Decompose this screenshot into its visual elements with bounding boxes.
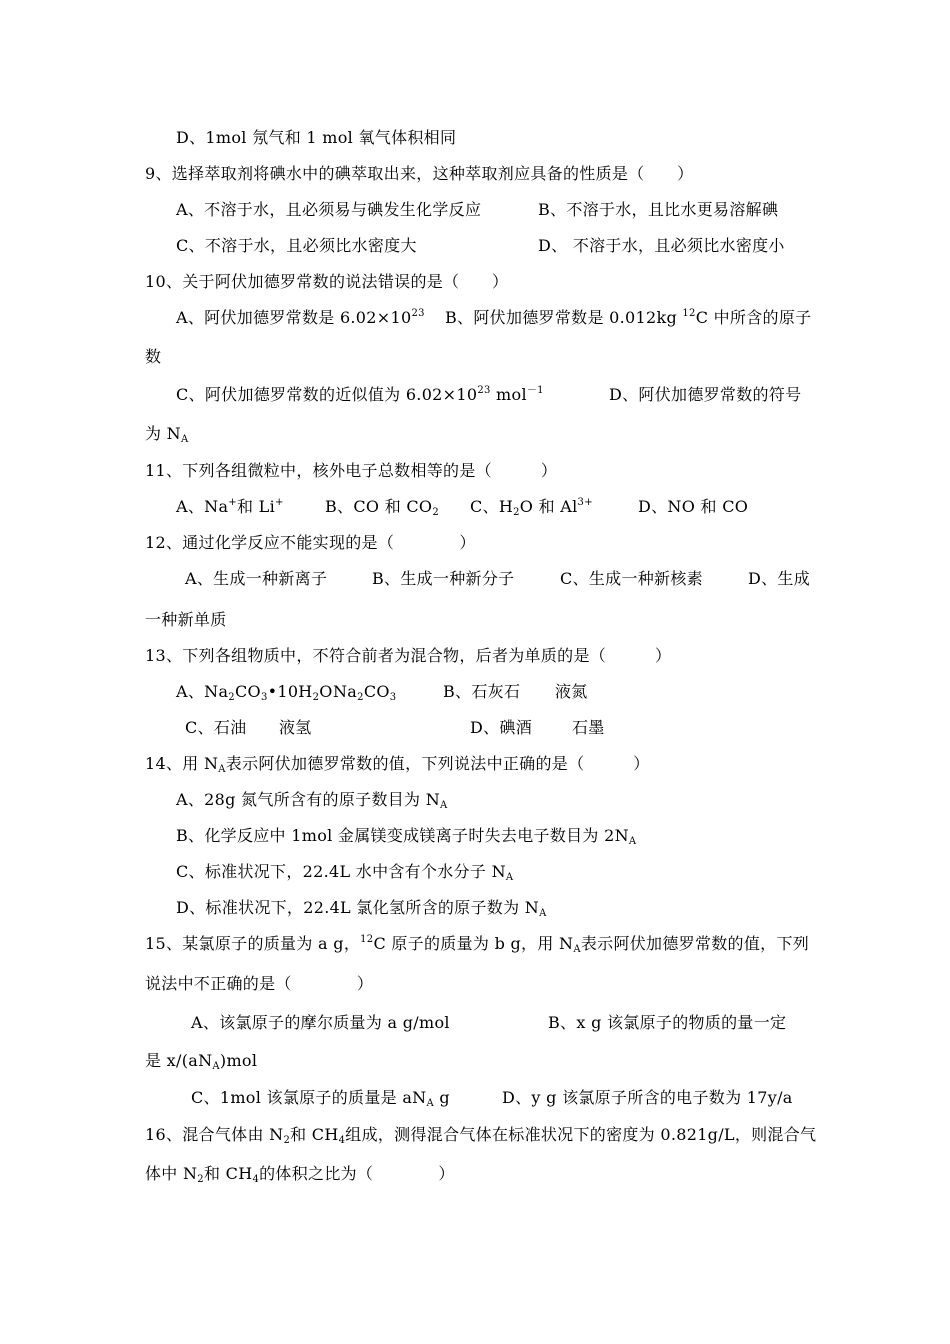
q10-option-c-exponent: 23 [477,385,491,396]
q13-option-a-o: O [319,682,333,701]
q9-option-c [176,235,417,257]
q13-option-a-1 [176,681,333,703]
q15-option-a-text: A、该氯原子的摩尔质量为 a g/mol [191,1013,450,1032]
q13-option-a-sub-1: 2 [228,692,235,703]
q15-stem-text-mid: C 原子的质量为 b g，用 N [373,934,574,953]
q11-stem [145,460,557,482]
q10-option-b [445,307,811,329]
q13-option-a2-na: Na [333,682,358,701]
q15-option-d-text: D、y g 该氯原子所含的电子数为 17y/a [502,1088,793,1107]
q14-option-c [176,861,513,883]
q15-stem-wrap [145,973,373,995]
q14-option-a [176,789,448,811]
q12-option-d-wrap [145,609,227,631]
q9-option-a [176,199,481,221]
q14-option-c-text: C、标准状况下，22.4L 水中含有个水分子 N [176,862,506,881]
q13-option-b-1-text: B、石灰石 [443,682,521,701]
q10-stem-text: 10、关于阿伏加德罗常数的说法错误的是（ ） [145,272,509,291]
q15-stem-subscript: A [573,944,581,955]
q13-stem [145,645,671,667]
q12-option-a [185,568,327,590]
q14-option-b [176,825,636,847]
q11-option-b-text: B、CO 和 CO [325,497,433,516]
q13-option-a-sub-3: 2 [312,692,320,703]
q14-option-b-text: B、化学反应中 1mol 金属镁变成镁离子时失去电子数目为 2N [176,826,629,845]
q8-option-d-text: D、1mol 氖气和 1 mol 氧气体积相同 [176,128,457,147]
q14-stem-text-end: 表示阿伏加德罗常数的值，下列说法中正确的是（ ） [225,754,650,773]
q10-option-b-text-end: C 中所含的原子 [695,308,812,327]
q10-option-a-text: A、阿伏加德罗常数是 6.02×10 [176,308,412,327]
q16-wrap-text-3: 的体积之比为（ ） [259,1164,455,1183]
q10-option-d-subscript: A [181,434,189,445]
q15-option-b-wrap-text: 是 x/(aN [145,1051,213,1070]
q9-option-b [538,199,778,221]
q15-stem-text: 15、某氯原子的质量为 a g， [145,934,361,953]
q16-stem-sub-2: 4 [338,1135,346,1146]
q12-option-b [372,568,514,590]
q10-option-b-wrap-text: 数 [145,347,162,366]
q16-wrap-sub-1: 2 [197,1174,204,1185]
q13-option-c-2-text: 液氢 [279,718,312,737]
q11-option-a-text-mid: 和 Li [236,497,276,516]
q13-option-a-sub-2: 3 [260,692,268,703]
q16-wrap-sub-2: 4 [252,1174,260,1185]
q15-stem-wrap-text: 说法中不正确的是（ ） [145,974,374,993]
q11-option-b-subscript: 2 [432,507,440,518]
q11-option-b [325,496,439,518]
q11-option-a-charge-1: + [228,497,237,508]
q10-option-a [176,307,425,329]
q12-option-a-text: A、生成一种新离子 [185,569,328,588]
q15-option-a [191,1012,450,1034]
q10-stem [145,271,508,293]
q10-option-a-exponent: 23 [411,308,425,319]
q15-option-c-text: C、1mol 该氯原子的质量是 aN [191,1088,427,1107]
q15-option-c [191,1087,450,1109]
q16-stem [145,1124,816,1146]
q11-option-d-text: D、NO 和 CO [638,497,749,516]
q15-stem-text-end: 表示阿伏加德罗常数的值，下列 [580,934,810,953]
q13-option-c-2 [279,717,312,739]
q9-stem-text: 9、选择萃取剂将碘水中的碘萃取出来，这种萃取剂应具备的性质是（ ） [145,164,694,183]
q14-stem-subscript: A [218,764,226,775]
q14-stem [145,753,650,775]
q14-option-d-subscript: A [539,908,547,919]
q15-option-b-wrap-end: )mol [219,1051,258,1070]
q12-stem-text: 12、通过化学反应不能实现的是（ ） [145,533,476,552]
q16-stem-text-2: 和 CH [290,1125,339,1144]
q8-option-d [176,127,456,149]
q10-option-d [609,384,801,406]
q10-option-d-wrap-text: 为 N [145,424,181,443]
q13-option-b-2-text: 液氮 [555,682,588,701]
q16-stem-wrap [145,1163,455,1185]
q9-option-d-text: D、 不溶于水，且必须比水密度小 [538,236,785,255]
q13-option-d-1-text: D、碘酒 [470,718,533,737]
q13-option-a-co: CO [234,682,261,701]
q13-option-a-text: A、Na [176,682,229,701]
q9-option-a-text: A、不溶于水，且必须易与碘发生化学反应 [176,200,482,219]
q13-option-c-1-text: C、石油 [185,718,247,737]
q11-option-c-text-mid: O 和 Al [519,497,578,516]
q12-stem [145,532,476,554]
q14-option-a-text: A、28g 氮气所含有的原子数目为 N [176,790,441,809]
q10-option-c-unit-exponent: －1 [526,385,544,396]
q14-option-b-subscript: A [628,836,637,847]
q9-option-b-text: B、不溶于水，且比水更易溶解碘 [538,200,779,219]
q10-option-c-text: C、阿伏加德罗常数的近似值为 6.02×10 [176,385,478,404]
q12-option-c-text: C、生成一种新核素 [560,569,703,588]
q13-option-b-2 [555,681,588,703]
q11-option-c-subscript: 2 [513,507,520,518]
q13-option-d-1 [470,717,532,739]
q15-option-b [548,1012,786,1034]
q16-wrap-text-2: 和 CH [203,1164,253,1183]
q15-stem-isotope: 12 [360,934,374,945]
q15-option-b-text: B、x g 该氯原子的物质的量一定 [548,1013,787,1032]
q9-stem [145,163,693,185]
q13-option-d-2-text: 石墨 [572,718,605,737]
q13-option-c-1 [185,717,246,739]
q9-option-d [538,235,785,257]
q11-option-c [470,496,593,518]
q10-option-d-text: D、阿伏加德罗常数的符号 [609,385,802,404]
q15-stem [145,933,809,955]
q12-option-d [748,568,810,590]
q11-option-c-text: C、H [470,497,514,516]
q16-stem-text: 16、混合气体由 N [145,1125,284,1144]
q14-option-d-text: D、标准状况下，22.4L 氯化氢所含的原子数为 N [176,898,540,917]
q10-option-b-isotope: 12 [682,308,696,319]
q11-option-a [176,496,284,518]
q12-option-d-text: D、生成 [748,569,811,588]
q11-option-a-charge-2: + [275,497,284,508]
q13-option-d-2 [572,717,605,739]
q9-option-c-text: C、不溶于水，且必须比水密度大 [176,236,417,255]
q10-option-b-text: B、阿伏加德罗常数是 0.012kg [445,308,683,327]
q11-stem-text: 11、下列各组微粒中，核外电子总数相等的是（ ） [145,461,558,480]
q16-stem-text-3: 组成，测得混合气体在标准状况下的密度为 0.821g/L，则混合气 [345,1125,817,1144]
q11-option-a-text: A、Na [176,497,229,516]
q15-option-b-wrap [145,1050,257,1072]
q14-option-d [176,897,547,919]
q11-option-d [638,496,748,518]
q10-option-b-wrap [145,346,161,368]
q14-option-c-subscript: A [505,872,514,883]
q11-option-c-charge: 3+ [577,497,593,508]
q16-wrap-text: 体中 N [145,1164,198,1183]
q13-option-a2-sub-2: 3 [389,692,397,703]
q13-option-a-2 [333,681,396,703]
q10-option-c-unit: mol [490,385,527,404]
q10-option-c [176,384,544,406]
q12-option-b-text: B、生成一种新分子 [372,569,515,588]
q14-option-a-subscript: A [440,800,448,811]
q16-stem-sub-1: 2 [283,1135,291,1146]
q13-stem-text: 13、下列各组物质中，不符合前者为混合物，后者为单质的是（ ） [145,646,672,665]
q13-option-a2-sub-1: 2 [357,692,364,703]
q15-option-c-subscript: A [426,1098,434,1109]
q12-option-d-wrap-text: 一种新单质 [145,610,227,629]
q13-option-a2-co: CO [363,682,390,701]
q13-option-b-1 [443,681,520,703]
q10-option-d-wrap [145,423,189,445]
q15-option-b-wrap-subscript: A [212,1061,220,1072]
q15-option-c-text-end: g [434,1088,450,1107]
q14-stem-text: 14、用 N [145,754,219,773]
q12-option-c [560,568,703,590]
q15-option-d [502,1087,793,1109]
q13-option-a-hydrate: •10H [267,682,313,701]
